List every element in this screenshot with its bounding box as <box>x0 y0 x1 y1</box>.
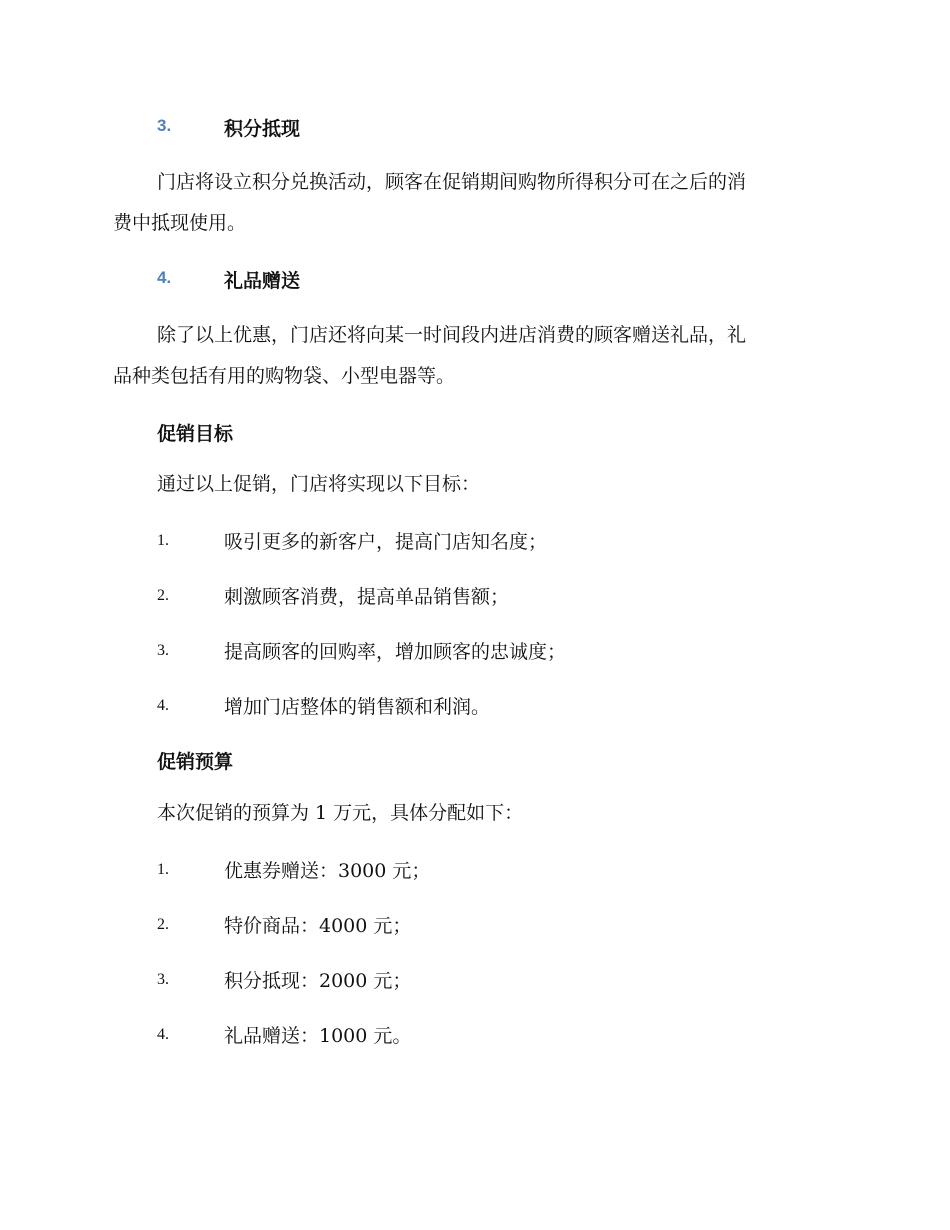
list-item-text: 积分抵现：2000 元； <box>224 970 412 992</box>
paragraph-line: 本次促销的预算为 1 万元，具体分配如下： <box>157 802 524 824</box>
list-item-number: 2. <box>157 587 169 604</box>
paragraph-line: 除了以上优惠，门店还将向某一时间段内进店消费的顾客赠送礼品，礼 <box>157 324 747 346</box>
paragraph-line: 品种类包括有用的购物袋、小型电器等。 <box>113 365 456 387</box>
list-item-text: 吸引更多的新客户，提高门店知名度； <box>224 531 548 553</box>
list-item-text: 刺激顾客消费，提高单品销售额； <box>224 586 510 608</box>
list-item-number: 2. <box>157 916 169 933</box>
list-item-text: 提高顾客的回购率，增加顾客的忠诚度； <box>224 641 567 663</box>
subsection-number: 4. <box>157 268 172 287</box>
list-item-number: 3. <box>157 642 169 659</box>
list-item-number: 1. <box>157 532 169 549</box>
list-item-text: 增加门店整体的销售额和利润。 <box>224 696 491 718</box>
list-item-number: 4. <box>157 1026 169 1043</box>
paragraph-line: 费中抵现使用。 <box>113 212 247 234</box>
subsection-title: 积分抵现 <box>224 118 301 140</box>
list-item-number: 4. <box>157 697 169 714</box>
section-heading: 促销预算 <box>157 751 234 773</box>
section-heading: 促销目标 <box>157 423 234 445</box>
list-item-text: 礼品赠送：1000 元。 <box>224 1025 412 1047</box>
subsection-number: 3. <box>157 116 172 135</box>
paragraph-line: 门店将设立积分兑换活动，顾客在促销期间购物所得积分可在之后的消 <box>157 171 747 193</box>
list-item-number: 1. <box>157 861 169 878</box>
subsection-title: 礼品赠送 <box>224 270 301 292</box>
paragraph-line: 通过以上促销，门店将实现以下目标： <box>157 473 481 495</box>
list-item-text: 特价商品：4000 元； <box>224 915 412 937</box>
list-item-number: 3. <box>157 971 169 988</box>
list-item-text: 优惠券赠送：3000 元； <box>224 860 431 882</box>
